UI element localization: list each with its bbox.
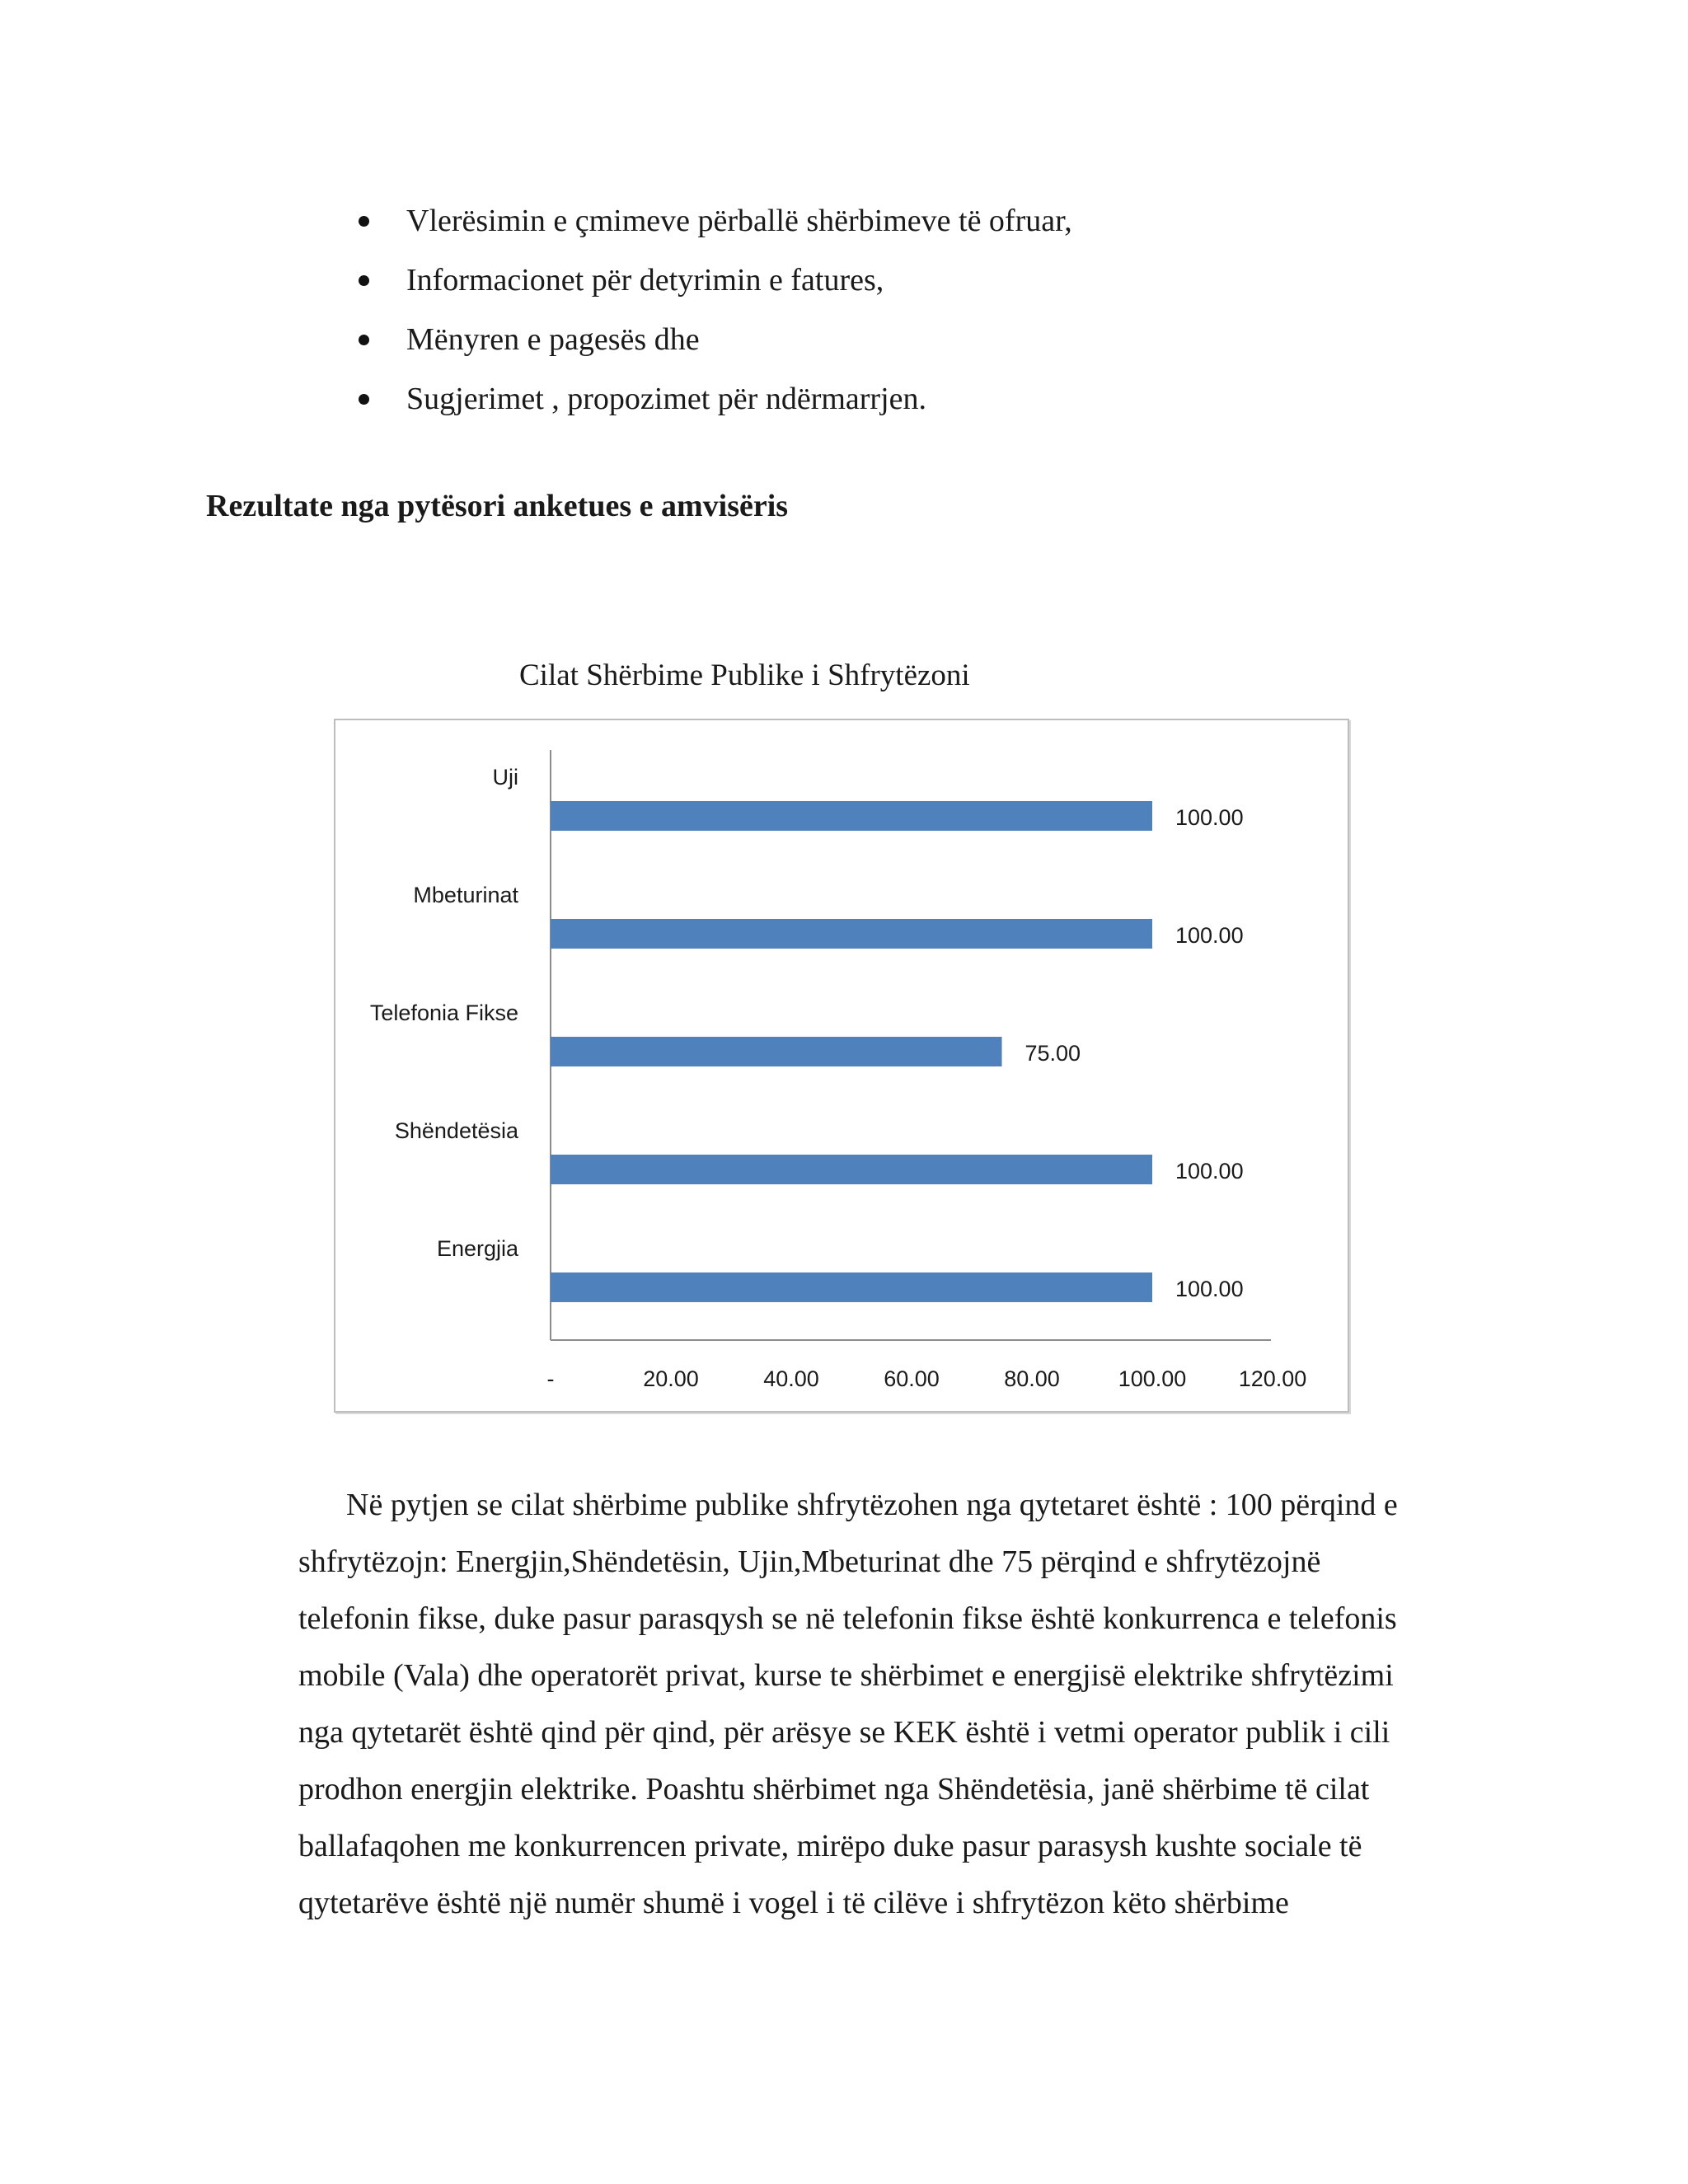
paragraph-line: qytetarëve është një numër shumë i vogel i të cilëve i shfrytëzon këto shërbime bbox=[298, 1886, 1289, 1920]
x-tick-label: 120.00 bbox=[1238, 1366, 1307, 1391]
list-item bbox=[350, 191, 1072, 251]
paragraph-line: prodhon energjin elektrike. Poashtu shërbimet nga Shëndetësia, janë shërbime të cilat bbox=[298, 1772, 1370, 1807]
data-label: 100.00 bbox=[1175, 1159, 1244, 1183]
paragraph-line: ballafaqohen me konkurrencen private, mirëpo duke pasur parasysh kushte sociale të bbox=[298, 1829, 1362, 1863]
list-item bbox=[350, 251, 1072, 310]
bar-chart bbox=[334, 719, 1349, 1413]
x-tick-label: 20.00 bbox=[643, 1366, 699, 1391]
category-label: Mbeturinat bbox=[413, 883, 518, 907]
list-item-text: Sugjerimet , propozimet për ndërmarrjen. bbox=[406, 382, 927, 416]
bullet-icon bbox=[359, 335, 369, 345]
section-heading: Rezultate nga pytësori anketues e amvisëris bbox=[206, 489, 789, 523]
list-item bbox=[350, 369, 1072, 429]
list-item-text: Vlerësimin e çmimeve përballë shërbimeve të ofruar, bbox=[406, 204, 1072, 238]
data-label: 100.00 bbox=[1175, 1277, 1244, 1301]
paragraph-line: telefonin fikse, duke pasur parasqysh se në telefonin fikse është konkurrenca e telefonis bbox=[298, 1601, 1397, 1636]
paragraph-line: shfrytëzojn: Energjin,Shëndetësin, Ujin,Mbeturinat dhe 75 përqind e shfrytëzojnë bbox=[298, 1544, 1321, 1579]
list-item-text: Mënyren e pagesës dhe bbox=[406, 322, 700, 357]
category-label: Energjia bbox=[436, 1236, 518, 1261]
x-tick-label: 80.00 bbox=[1004, 1366, 1060, 1391]
category-label: Telefonia Fikse bbox=[369, 1001, 518, 1025]
data-label: 100.00 bbox=[1175, 805, 1244, 830]
chart-title: Cilat Shërbime Publike i Shfrytëzoni bbox=[519, 658, 970, 692]
bar bbox=[551, 801, 1152, 831]
body-paragraph bbox=[298, 1477, 1469, 1932]
paragraph-line: nga qytetarët është qind për qind, për arësye se KEK është i vetmi operator publik i cili bbox=[298, 1715, 1390, 1750]
chart-canvas bbox=[335, 720, 1348, 1411]
bullet-icon bbox=[359, 275, 369, 286]
data-label: 100.00 bbox=[1175, 923, 1244, 948]
bar bbox=[551, 1155, 1152, 1184]
category-label: Shëndetësia bbox=[394, 1118, 518, 1143]
bar bbox=[551, 1272, 1152, 1302]
x-tick-label: - bbox=[546, 1366, 555, 1391]
list-item bbox=[350, 310, 1072, 369]
x-tick-label: 60.00 bbox=[884, 1366, 940, 1391]
bar bbox=[551, 919, 1152, 949]
paragraph-line: mobile (Vala) dhe operatorët privat, kurse te shërbimet e energjisë elektrike shfrytëzimi bbox=[298, 1658, 1394, 1693]
data-label: 75.00 bbox=[1025, 1041, 1081, 1066]
category-label: Uji bbox=[492, 765, 518, 790]
bullet-icon bbox=[359, 394, 369, 405]
bar bbox=[551, 1037, 1002, 1066]
list-item-text: Informacionet për detyrimin e fatures, bbox=[406, 263, 884, 298]
paragraph-line: Në pytjen se cilat shërbime publike shfrytëzohen nga qytetaret është : 100 përqind e bbox=[346, 1488, 1398, 1522]
bullet-list bbox=[350, 191, 1072, 429]
bullet-icon bbox=[359, 216, 369, 227]
x-tick-label: 100.00 bbox=[1118, 1366, 1187, 1391]
x-tick-label: 40.00 bbox=[763, 1366, 819, 1391]
